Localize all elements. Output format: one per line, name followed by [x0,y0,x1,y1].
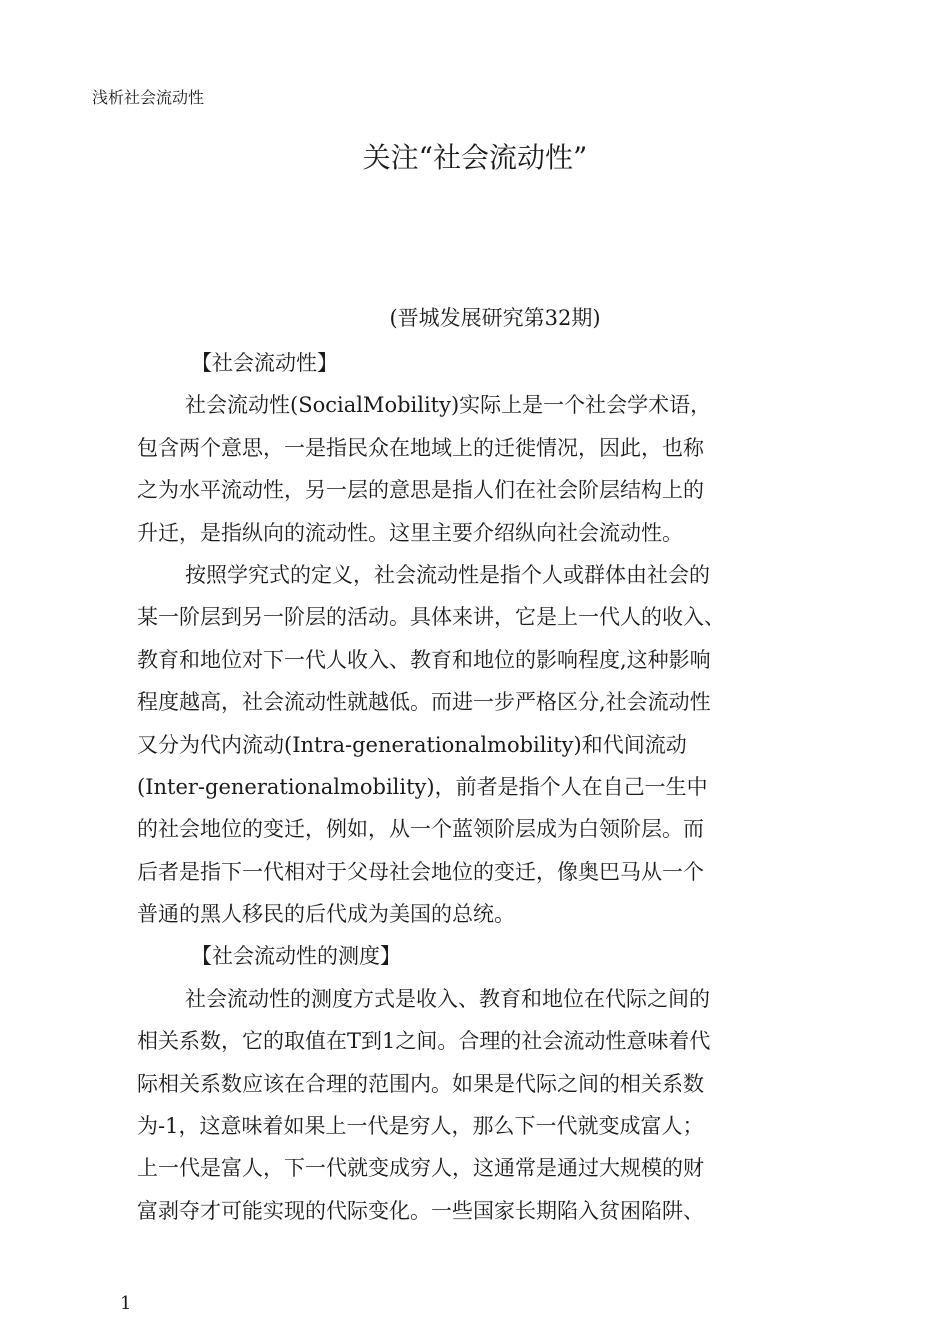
paragraph-measurement [137,978,802,1232]
document-body [137,342,802,1232]
text-line: 教育和地位对下一代人收入、教育和地位的影响程度,这种影响 [137,647,711,672]
text-line: 又分为代内流动(Intra-generationalmobility)和代间流动 [137,732,687,757]
text-line: 为-1，这意味着如果上一代是穷人，那么下一代就变成富人； [137,1114,704,1139]
section-heading-measurement: 【社会流动性的测度】 [191,944,401,969]
text-line: 按照学究式的定义，社会流动性是指个人或群体由社会的 [185,562,710,587]
text-line: 富剥夺才可能实现的代际变化。一些国家长期陷入贫困陷阱、 [137,1198,704,1223]
document-title: 关注“社会流动性” [362,141,588,174]
text-line: 社会流动性(SocialMobility)实际上是一个社会学术语， [185,393,712,418]
text-line: 升迁，是指纵向的流动性。这里主要介绍纵向社会流动性。 [137,520,683,545]
page-number: 1 [120,1293,132,1314]
paragraph-definition [137,384,802,554]
text-line: 普通的黑人移民的后代成为美国的总统。 [137,902,515,927]
text-line: 之为水平流动性，另一层的意思是指人们在社会阶层结构上的 [137,478,704,503]
text-line: (Inter-generationalmobility)，前者是指个人在自己一生中 [137,774,708,799]
running-header: 浅析社会流动性 [92,88,205,107]
text-line: 程度越高，社会流动性就越低。而进一步严格区分,社会流动性 [137,690,711,715]
section-heading-social-mobility: 【社会流动性】 [191,351,338,375]
paragraph-academic-definition [137,554,802,936]
text-line: 社会流动性的测度方式是收入、教育和地位在代际之间的 [185,986,710,1011]
text-line: 上一代是富人，下一代就变成穷人，这通常是通过大规模的财 [137,1156,704,1181]
text-line: 相关系数，它的取值在T到1之间。合理的社会流动性意味着代 [137,1029,711,1054]
text-line: 的社会地位的变迁，例如，从一个蓝领阶层成为白领阶层。而 [137,817,704,842]
text-line: 际相关系数应该在合理的范围内。如果是代际之间的相关系数 [137,1071,704,1096]
text-line: 包含两个意思，一是指民众在地域上的迁徙情况，因此，也称 [137,435,704,460]
text-line: 后者是指下一代相对于父母社会地位的变迁，像奥巴马从一个 [137,859,704,884]
text-line: 某一阶层到另一阶层的活动。具体来讲，它是上一代人的收入、 [137,605,725,630]
document-subtitle: (晋城发展研究第32期) [389,306,601,330]
